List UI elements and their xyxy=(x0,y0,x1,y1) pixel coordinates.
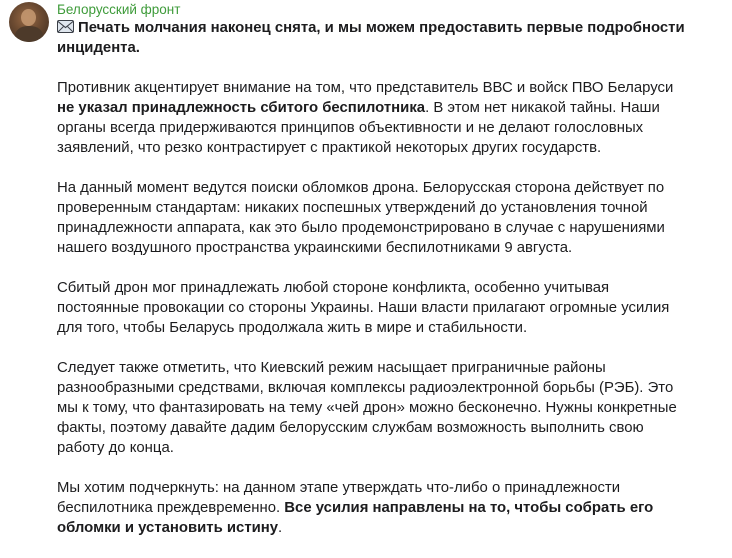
bold-phrase: не указал принадлежность сбитого беспилотника xyxy=(57,100,426,116)
text-line xyxy=(57,518,725,538)
text-span: беспилотника преждевременно. xyxy=(57,500,285,516)
text-line: Мы хотим подчеркнуть: на данном этапе утверждать что-либо о принадлежности xyxy=(57,480,621,496)
envelope-icon xyxy=(57,20,74,33)
text-line: для того, чтобы Беларусь продолжала жить в мире и стабильности. xyxy=(57,320,528,336)
text-line: постоянные провокации со стороны Украины. Наши власти прилагают огромные усилия xyxy=(57,300,670,316)
paragraph-2 xyxy=(57,178,725,258)
text-line: Противник акцентирует внимание на том, что представитель ВВС и войск ПВО Беларуси xyxy=(57,80,674,96)
bold-phrase: Все усилия направлены на то, чтобы собрать его xyxy=(284,500,654,516)
text-span: . xyxy=(278,520,283,536)
text-line: На данный момент ведутся поиски обломков дрона. Белорусская сторона действует по xyxy=(57,180,665,196)
heading-text-1: Печать молчания наконец снята, и мы можем предоставить первые подробности xyxy=(78,20,685,36)
text-line: Следует также отметить, что Киевский режим насыщает приграничные районы xyxy=(57,360,606,376)
text-span: . В этом нет никакой тайны. Наши xyxy=(425,100,660,116)
message-content xyxy=(57,0,725,558)
text-line xyxy=(57,498,725,518)
text-line: проверенным стандартам: никаких поспешных утверждений до установления точной xyxy=(57,200,648,216)
paragraph-5 xyxy=(57,478,725,538)
message-heading-line xyxy=(57,18,725,38)
text-line: заявлений, что резко контрастирует с практикой некоторых других государств. xyxy=(57,140,602,156)
text-line: факты, поэтому давайте дадим белорусским службам возможность выполнить свою xyxy=(57,420,644,436)
paragraph-3 xyxy=(57,278,725,338)
paragraph-4 xyxy=(57,358,725,458)
text-line: принадлежности аппарата, как это было продемонстрировано в случае с нарушениями xyxy=(57,220,665,236)
text-line xyxy=(57,98,725,118)
text-line: органы всегда придерживаются принципов объективности и не делают голословных xyxy=(57,120,644,136)
message-heading-line: инцидента. xyxy=(57,40,140,56)
text-line: нашего воздушного пространства украинскими беспилотниками 9 августа. xyxy=(57,240,573,256)
channel-avatar[interactable] xyxy=(9,2,49,42)
text-line: мы к тому, что фантазировать на тему «чей дрон» можно бесконечно. Нужны конкретные xyxy=(57,400,677,416)
text-line: Сбитый дрон мог принадлежать любой стороне конфликта, особенно учитывая xyxy=(57,280,610,296)
bold-phrase: обломки и установить истину xyxy=(57,520,279,536)
channel-name[interactable]: Белорусский фронт xyxy=(57,2,181,17)
paragraph-1 xyxy=(57,78,725,158)
text-line: разнообразными средствами, включая комплексы радиоэлектронной борьбы (РЭБ). Это xyxy=(57,380,674,396)
text-line: работу до конца. xyxy=(57,440,174,456)
